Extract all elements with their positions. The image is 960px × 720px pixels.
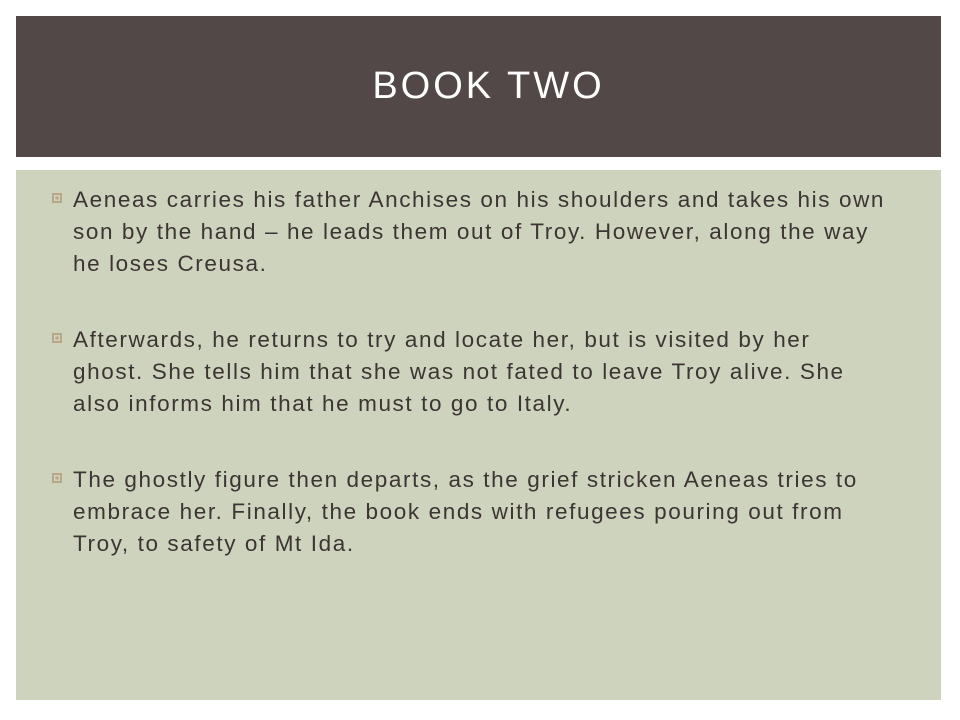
title-band [16,16,941,157]
bullet-text: Aeneas carries his father Anchises on his shoulders and takes his own son by the hand – he leads them out of Troy. However, along the way he loses Creusa. [73,187,886,276]
bullet-item [73,324,889,420]
bullet-text: Afterwards, he returns to try and locate her, but is visited by her ghost. She tells him that she was not fated to leave Troy alive. She also informs him that he must to go to Italy. [73,327,845,416]
bullet-item [73,184,889,280]
bullet-text: The ghostly figure then departs, as the grief stricken Aeneas tries to embrace her. Finally, the book ends with refugees pouring out from Troy, to safety of Mt Ida. [73,467,858,556]
slide-title: BOOK TWO [372,65,605,107]
content-panel [16,170,941,700]
square-bullet-icon [51,190,63,206]
bullet-list [16,170,941,560]
square-bullet-icon [51,470,63,486]
bullet-item [73,464,889,560]
square-bullet-icon [51,330,63,346]
